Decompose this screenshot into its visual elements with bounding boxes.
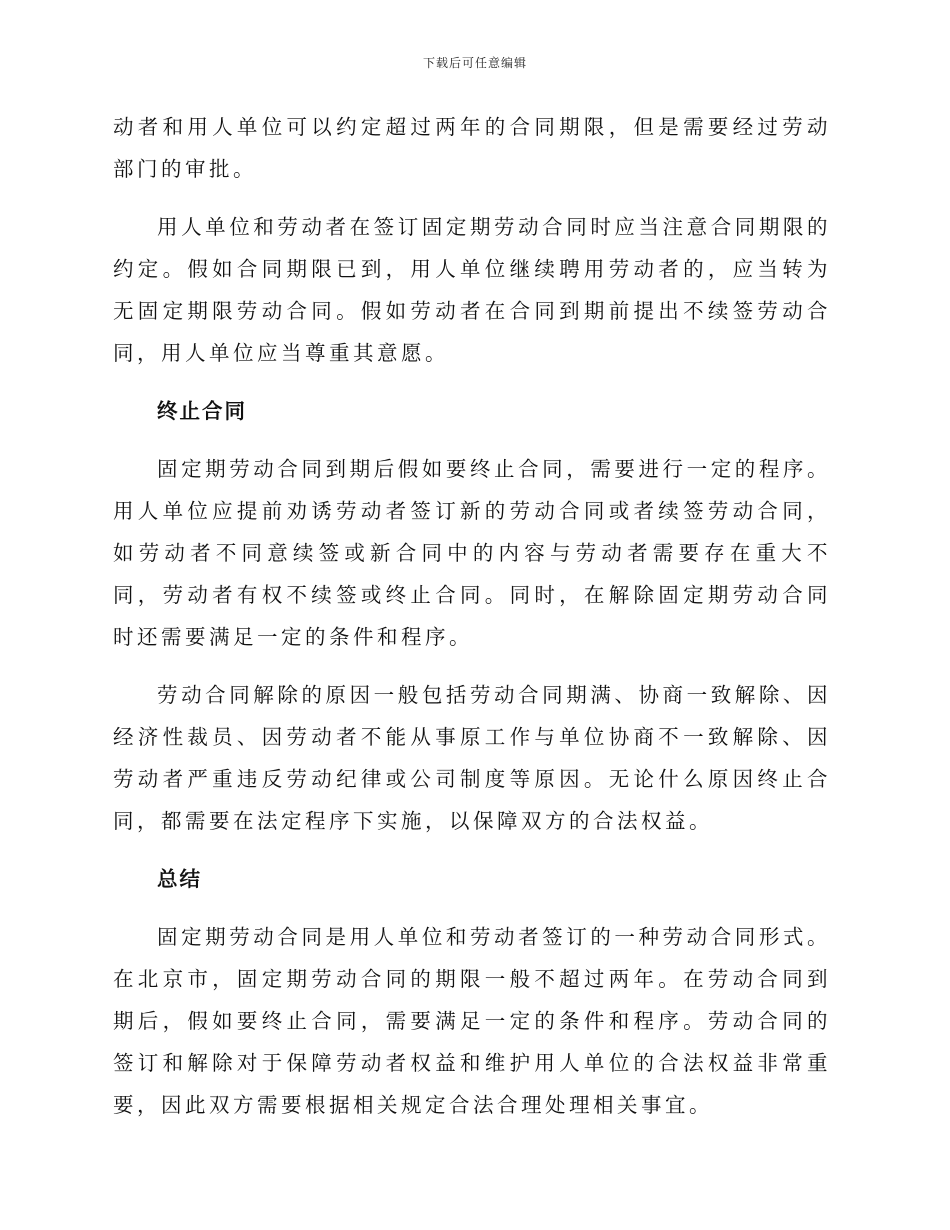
- paragraph-continuation: 动者和用人单位可以约定超过两年的合同期限，但是需要经过劳动部门的审批。: [113, 115, 831, 181]
- paragraph-summary: 固定期劳动合同是用人单位和劳动者签订的一种劳动合同形式。 在北京市，固定期劳动合同的期限一般不超过两年。在劳动合同到期后，假如要终止合同，需要满足一定的条件和程序。劳动合同的签订和解除对于保障劳动者权益和维护用人单位的合法权益非常重要，因此双方需要根据相关规定合法合理处理相关事宜。: [113, 925, 831, 1117]
- document-body: [113, 106, 831, 1142]
- paragraph-termination-procedure: 固定期劳动合同到期后假如要终止合同，需要进行一定的程序。用人单位应提前劝诱劳动者签订新的劳动合同或者续签劳动合同，如劳动者不同意续签或新合同中的内容与劳动者需要存在重大不同，劳动者有权不续签或终止合同。同时，在解除固定期劳动合同时还需要满足一定的条件和程序。: [113, 457, 831, 649]
- page-header-note: 下载后可任意编辑: [422, 56, 527, 70]
- paragraph-contract-term: 用人单位和劳动者在签订固定期劳动合同时应当注意合同期限的约定。假如合同期限已到，用人单位继续聘用劳动者的，应当转为无固定期限劳动合同。假如劳动者在合同到期前提出不续签劳动合同，用人单位应当尊重其意愿。: [113, 215, 831, 365]
- section-heading-termination: 终止合同: [157, 399, 247, 423]
- paragraph-termination-reasons: 劳动合同解除的原因一般包括劳动合同期满、协商一致解除、因经济性裁员、因劳动者不能从事原工作与单位协商不一致解除、因劳动者严重违反劳动纪律或公司制度等原因。无论什么原因终止合同，都需要在法定程序下实施，以保障双方的合法权益。: [113, 683, 831, 833]
- section-heading-summary: 总结: [157, 867, 202, 891]
